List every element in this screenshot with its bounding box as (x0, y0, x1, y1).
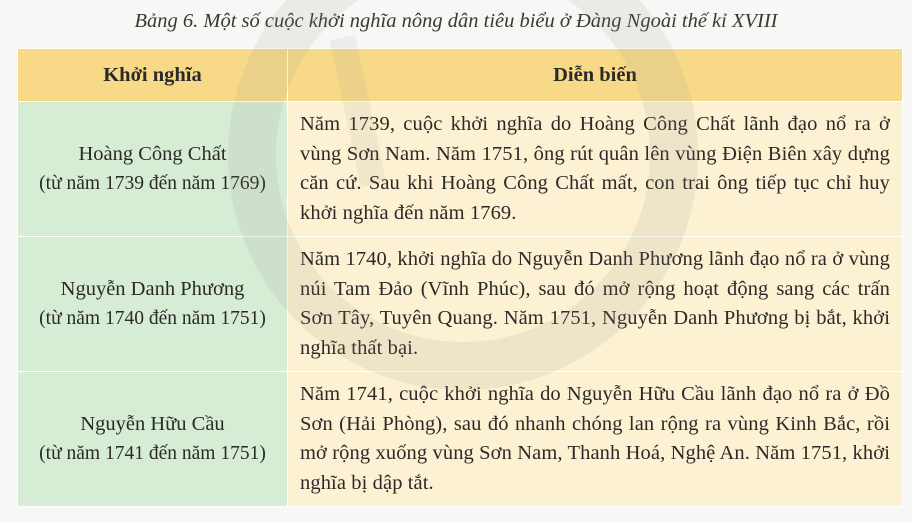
peasant-uprisings-table (17, 48, 903, 507)
development-cell: Năm 1741, cuộc khởi nghĩa do Nguyễn Hữu Cầu lãnh đạo nổ ra ở Đồ Sơn (Hải Phòng), sau đó nhanh chóng lan rộng ra vùng Kinh Bắc, rồi mở rộng xuống vùng Sơn Nam, Thanh Hoá, Nghệ An. Năm 1751, khởi nghĩa bị dập tắt. (288, 372, 903, 507)
uprising-cell (18, 237, 288, 372)
leader-name: Nguyễn Danh Phương (60, 277, 245, 300)
table-row (18, 372, 903, 507)
uprising-period: (từ năm 1739 đến năm 1769) (39, 173, 266, 194)
header-uprising: Khởi nghĩa (18, 49, 288, 102)
uprising-period: (từ năm 1740 đến năm 1751) (39, 308, 266, 329)
leader-name: Hoàng Công Chất (78, 142, 227, 165)
table-row (18, 102, 903, 237)
uprising-cell (18, 372, 288, 507)
development-cell: Năm 1740, khởi nghĩa do Nguyễn Danh Phương lãnh đạo nổ ra ở vùng núi Tam Đảo (Vĩnh Phúc), sau đó mở rộng hoạt động sang các trấn Sơn Tây, Tuyên Quang. Năm 1751, Nguyễn Danh Phương bị bắt, khởi nghĩa thất bại. (288, 237, 903, 372)
header-developments: Diễn biến (288, 49, 903, 102)
development-cell: Năm 1739, cuộc khởi nghĩa do Hoàng Công Chất lãnh đạo nổ ra ở vùng Sơn Nam. Năm 1751, ông rút quân lên vùng Điện Biên xây dựng căn cứ. Sau khi Hoàng Công Chất mất, con trai ông tiếp tục chỉ huy khởi nghĩa đến năm 1769. (288, 102, 903, 237)
leader-name: Nguyễn Hữu Cầu (80, 412, 225, 435)
table-row (18, 237, 903, 372)
table-header-row (18, 49, 903, 102)
uprising-period: (từ năm 1741 đến năm 1751) (39, 443, 266, 464)
uprising-cell (18, 102, 288, 237)
table-caption: Bảng 6. Một số cuộc khởi nghĩa nông dân tiêu biểu ở Đàng Ngoài thế kỉ XVIII (134, 10, 778, 32)
